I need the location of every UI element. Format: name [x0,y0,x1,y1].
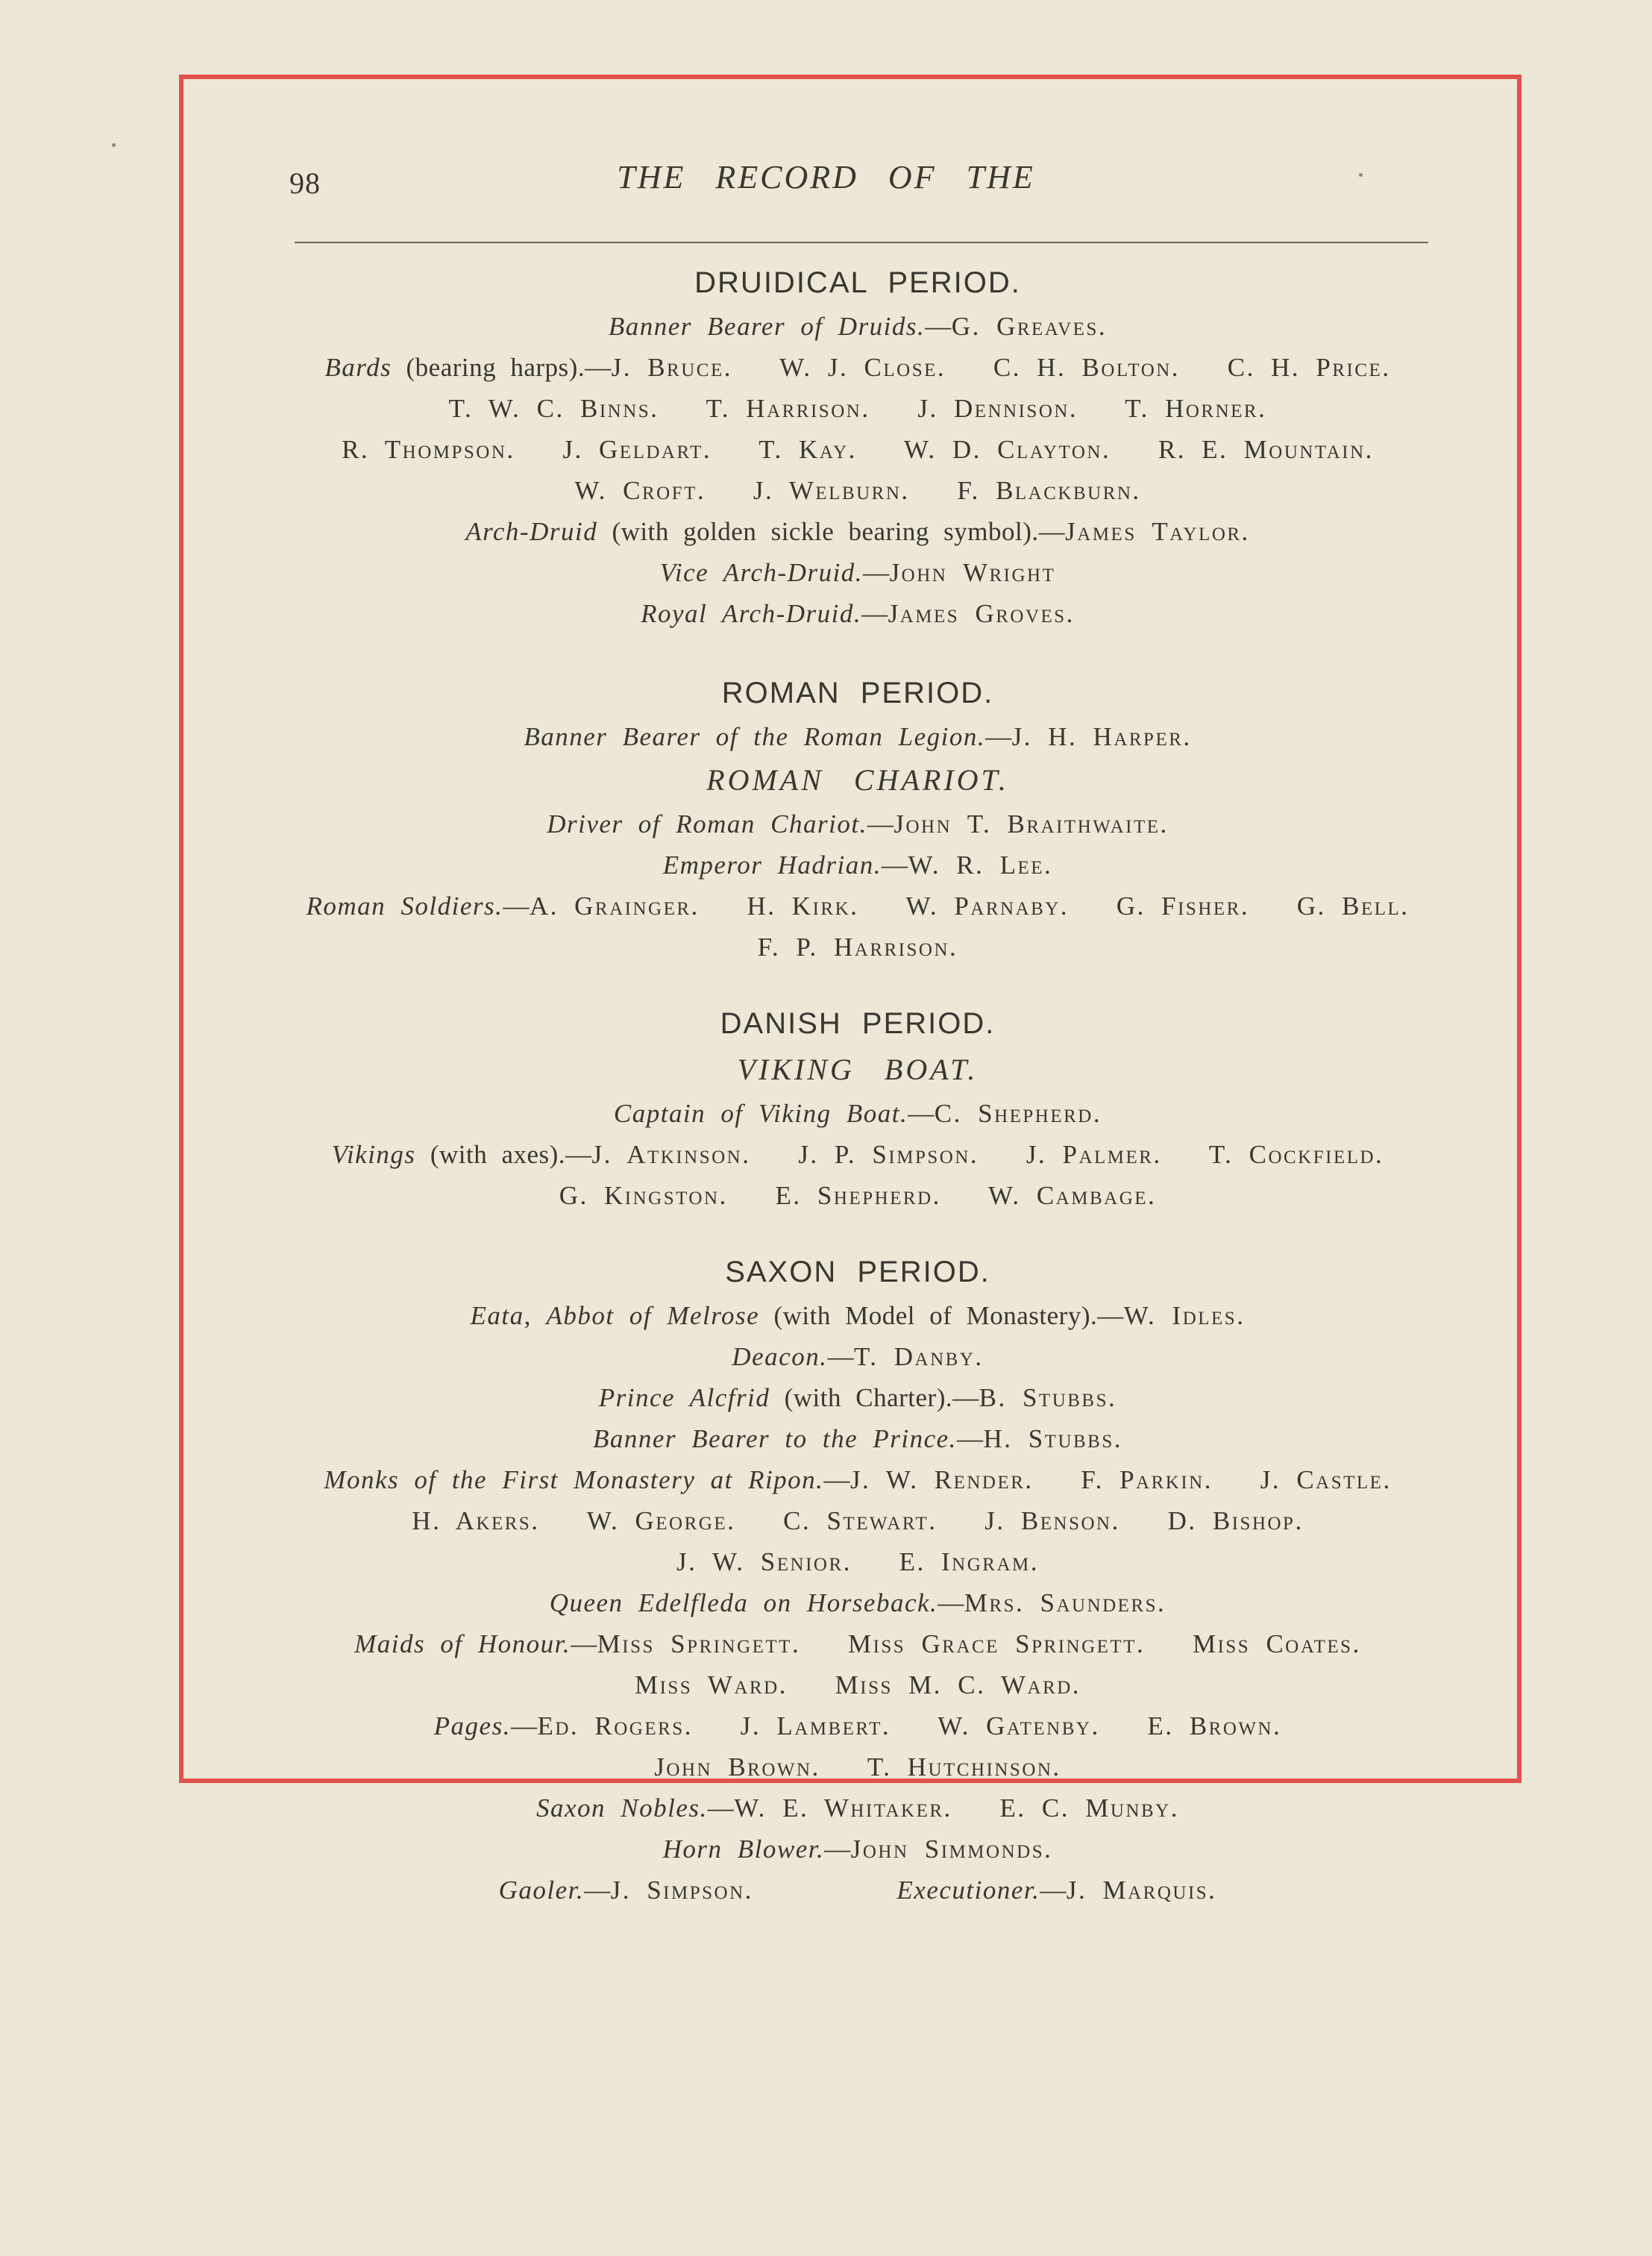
performer-names: W. Idles. [1123,1301,1246,1330]
performer-names: John Wright [889,558,1056,587]
cast-line [224,1377,1492,1418]
cast-line [224,1175,1492,1216]
line-text: — [571,1629,597,1658]
cast-line [224,1500,1492,1541]
performer-names: Mrs. Saunders. [964,1588,1166,1617]
role-text: Deacon. [732,1342,828,1371]
line-text: — [824,1834,851,1864]
cast-line [224,1093,1492,1134]
line-text: — [707,1793,735,1823]
role-text: Monks of the First Monastery at Ripon. [324,1465,824,1494]
role-text: Bards [324,353,392,382]
role-text: Eata, Abbot of Melrose [470,1301,760,1330]
page-number: 98 [289,166,321,200]
cast-line [224,1787,1492,1829]
line-text [753,1876,897,1905]
line-text: — [863,558,890,587]
cast-list [224,1093,1492,1216]
header-rule [295,242,1428,243]
cast-line [224,1418,1492,1459]
cast-line [224,1459,1492,1500]
line-text: — [956,1424,984,1453]
performer-names: James Groves. [888,599,1075,628]
performer-names: J. Atkinson. J. P. Simpson. J. Palmer. T. Cockfield. [591,1140,1384,1169]
performer-names: John Brown. T. Hutchinson. [654,1752,1061,1782]
line-text: — [503,892,530,921]
line-text: — [584,1876,611,1905]
cast-line [224,1664,1492,1705]
role-text: Banner Bearer of Druids. [608,312,926,341]
cast-line [224,1746,1492,1787]
cast-line [224,552,1492,593]
role-text: Saxon Nobles. [536,1793,708,1823]
role-text: Pages. [433,1711,511,1740]
cast-line [224,1705,1492,1746]
cast-line [224,1541,1492,1582]
cast-line [224,306,1492,347]
performer-names: C. Shepherd. [934,1099,1102,1128]
page-body [224,260,1492,1911]
role-text: Arch-Druid [465,517,598,546]
role-text: Gaoler. [498,1876,585,1905]
performer-names: J. Marquis. [1066,1876,1217,1905]
section-heading: DRUIDICAL PERIOD. [694,266,1021,299]
performer-names: W. E. Whitaker. E. C. Munby. [734,1793,1179,1823]
role-text: Banner Bearer to the Prince. [592,1424,957,1453]
line-text: — [867,809,894,839]
subsection-heading: VIKING BOAT. [737,1053,979,1086]
performer-names: A. Grainger. H. Kirk. W. Parnaby. G. Fisher. G. Bell. [529,892,1410,921]
line-text: — [1040,1876,1067,1905]
performer-names: H. Stubbs. [983,1424,1123,1453]
cast-line [224,347,1492,388]
performer-names: G. Greaves. [951,312,1108,341]
performer-names: Miss Springett. Miss Grace Springett. Miss Coates. [597,1629,1361,1658]
cast-line [224,803,1492,845]
line-text: — [861,599,888,628]
line-text: — [985,722,1012,751]
cast-list [224,306,1492,634]
line-text: (with axes).— [415,1140,592,1169]
line-text: (with Model of Monastery).— [759,1301,1124,1330]
role-text: Executioner. [896,1876,1040,1905]
role-text: Emperor Hadrian. [662,850,882,880]
performer-names: Miss Ward. Miss M. C. Ward. [634,1670,1081,1699]
performer-names: R. Thompson. J. Geldart. T. Kay. W. D. Clayton. R. E. Mountain. [342,435,1374,464]
line-text: — [823,1465,850,1494]
cast-line [224,1623,1492,1664]
performer-names: B. Stubbs. [979,1383,1117,1412]
line-text: — [938,1588,964,1617]
cast-line [224,1870,1492,1911]
performer-names: J. W. Senior. E. Ingram. [676,1547,1039,1576]
role-text: Horn Blower. [662,1834,825,1864]
line-text: — [827,1342,854,1371]
performer-names: T. Danby. [853,1342,984,1371]
role-text: Prince Alcfrid [598,1383,770,1412]
line-text: — [510,1711,538,1740]
cast-line [224,845,1492,886]
cast-line [224,429,1492,470]
performer-names: John T. Braithwaite. [893,809,1169,839]
role-text: Vikings [331,1140,416,1169]
line-text: (with Charter).— [770,1383,979,1412]
line-text: (with golden sickle bearing symbol).— [597,517,1066,546]
cast-line [224,1582,1492,1623]
performer-names: T. W. C. Binns. T. Harrison. J. Dennison. T. Horner. [448,394,1267,423]
performer-names: J. Bruce. W. J. Close. C. H. Bolton. C. H. Price. [611,353,1391,382]
cast-list [224,1295,1492,1911]
line-text: (bearing harps).— [392,353,612,382]
cast-line [224,716,1492,757]
role-text: Captain of Viking Boat. [613,1099,908,1128]
role-text: Roman Soldiers. [306,892,503,921]
role-text: Royal Arch-Druid. [641,599,862,628]
performer-names: J. Simpson. [610,1876,753,1905]
performer-names: H. Akers. W. George. C. Stewart. J. Benson. D. Bishop. [412,1506,1304,1535]
cast-line [224,1336,1492,1377]
section-heading: DANISH PERIOD. [720,1007,996,1040]
subsection-heading: ROMAN CHARIOT. [706,763,1009,797]
paper-speck [112,143,116,147]
performer-names: James Taylor. [1065,517,1250,546]
cast-line [224,927,1492,968]
cast-line [224,388,1492,429]
cast-line [224,1829,1492,1870]
performer-names: John Simmonds. [850,1834,1053,1864]
performer-names: W. R. Lee. [908,850,1053,880]
line-text: — [925,312,952,341]
performer-names: J. W. Render. F. Parkin. J. Castle. [849,1465,1392,1494]
cast-line [224,470,1492,511]
role-text: Maids of Honour. [354,1629,571,1658]
cast-line [224,1134,1492,1175]
cast-line [224,1295,1492,1336]
role-text: Driver of Roman Chariot. [547,809,867,839]
cast-line [224,593,1492,634]
role-text: Vice Arch-Druid. [659,558,864,587]
line-text: — [881,850,908,880]
role-text: Queen Edelfleda on Horseback. [549,1588,938,1617]
cast-list [224,716,1492,757]
performer-names: Ed. Rogers. J. Lambert. W. Gatenby. E. Brown. [537,1711,1282,1740]
cast-line [224,886,1492,927]
performer-names: J. H. Harper. [1011,722,1192,751]
section-heading: SAXON PERIOD. [725,1256,990,1288]
line-text: — [908,1099,935,1128]
performer-names: W. Croft. J. Welburn. F. Blackburn. [574,476,1141,505]
role-text: Banner Bearer of the Roman Legion. [524,722,986,751]
performer-names: G. Kingston. E. Shepherd. W. Cambage. [559,1181,1157,1210]
performer-names: F. P. Harrison. [757,933,958,962]
cast-list [224,803,1492,968]
cast-line [224,511,1492,552]
section-heading: ROMAN PERIOD. [721,677,994,709]
running-head: THE RECORD OF THE [617,159,1035,195]
